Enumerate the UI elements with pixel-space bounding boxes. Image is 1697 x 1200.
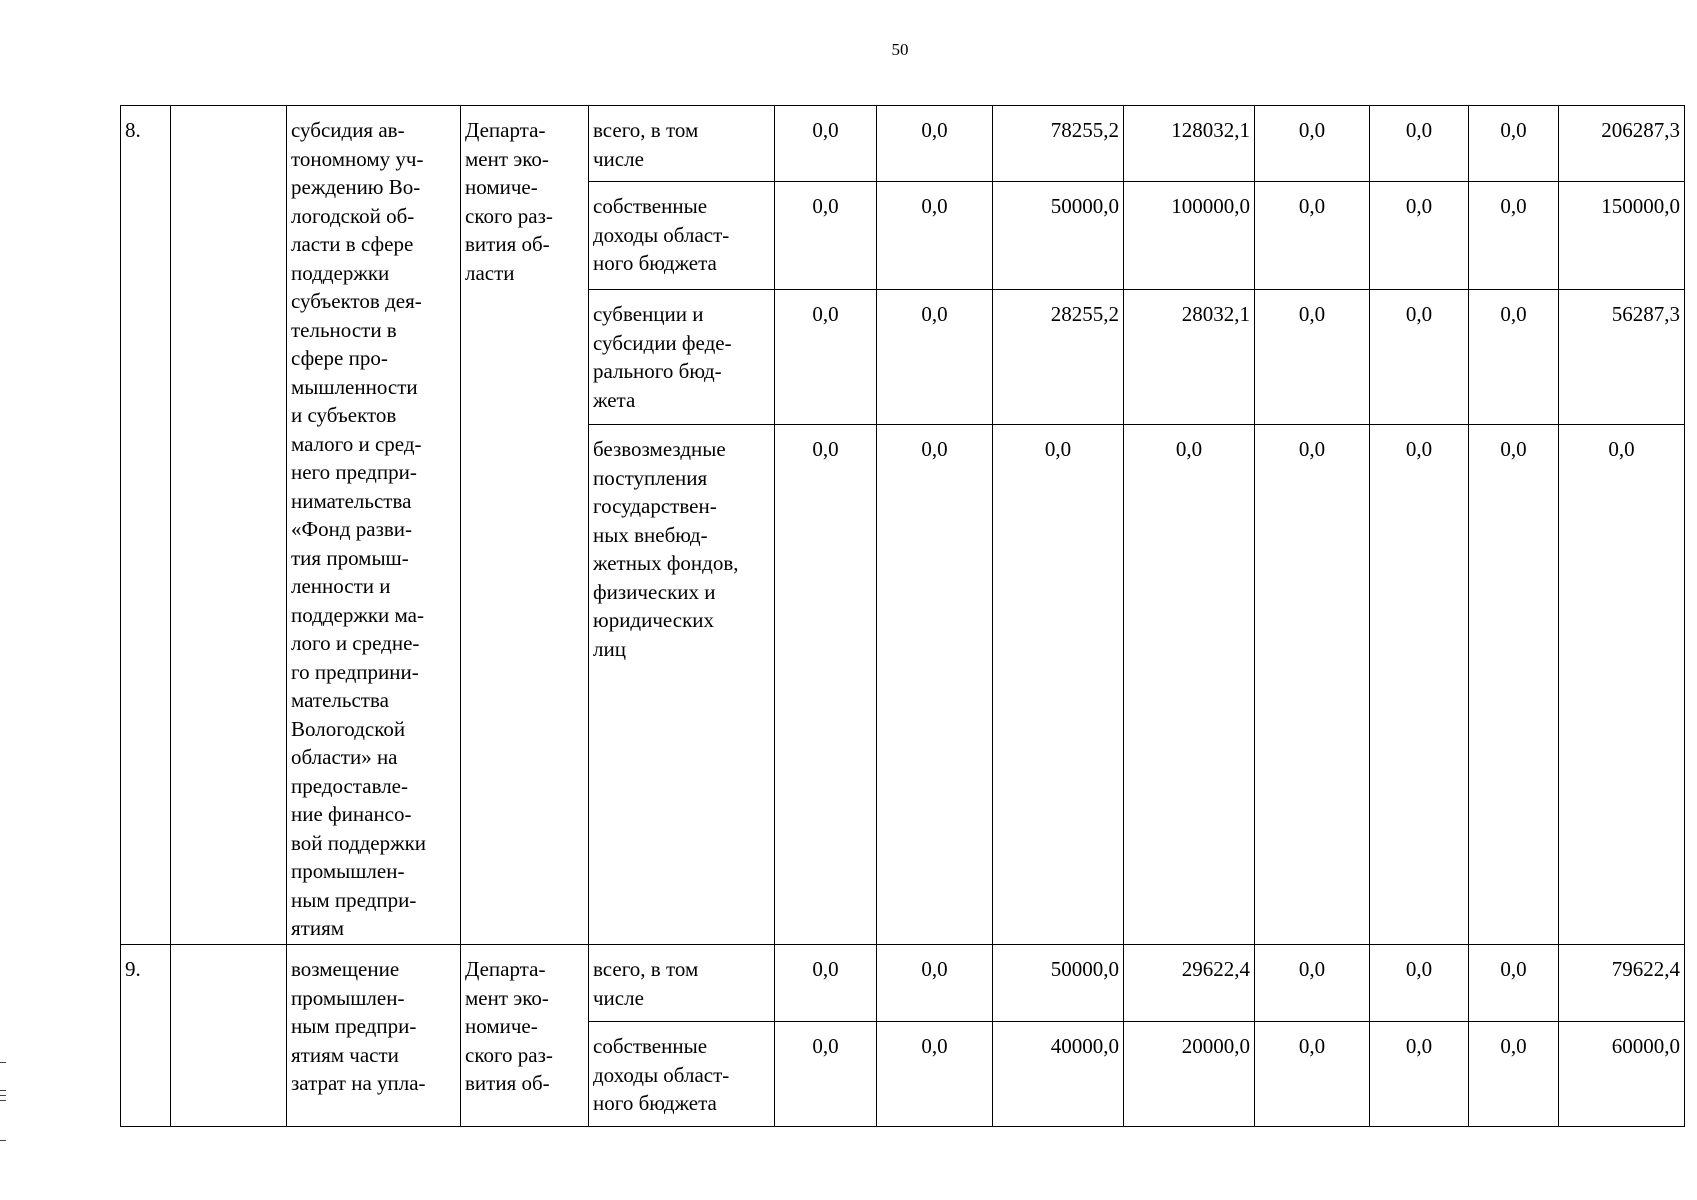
value-cell: 28255,2 [993,290,1124,425]
value-cell: 0,0 [1469,425,1559,945]
measure-description: возмещение промышлен- ным предпри- ятиям части затрат на упла- [287,945,461,1127]
measure-description: субсидия ав- тономному уч- реждению Во- логодской об- ласти в сфере поддержки субъектов дея- тельности в сфере про- мышленности и субъектов малого и сред- него предпри- нимательства «Фонд разви- тия промыш- ленности и поддержки ма- лого и средне- го предприни- мательства Вологодской области» на предоставле- ние финансо- вой поддержки промышлен- ным предпри- ятиям [287,106,461,945]
funding-source: субвенции и субсидии феде- рального бюд- жета [589,290,775,425]
executor: Департа- мент эко- номиче- ского раз- вития об- ласти [461,106,589,945]
value-cell: 0,0 [1255,945,1370,1022]
value-cell: 0,0 [993,425,1124,945]
value-cell: 0,0 [1255,290,1370,425]
row-number: 8. [121,106,171,945]
row-number: 9. [121,945,171,1127]
funding-source: собственные доходы област- ного бюджета [589,182,775,290]
value-cell: 0,0 [1469,106,1559,182]
value-cell: 128032,1 [1124,106,1255,182]
value-cell: 0,0 [1370,425,1469,945]
value-cell: 0,0 [1124,425,1255,945]
value-cell: 0,0 [1469,290,1559,425]
value-cell: 100000,0 [1124,182,1255,290]
funding-source: всего, в том числе [589,106,775,182]
total-cell: 56287,3 [1559,290,1685,425]
value-cell: 78255,2 [993,106,1124,182]
funding-source: всего, в том числе [589,945,775,1022]
funding-source: безвозмездные поступления государствен- ных внебюд- жетных фондов, физических и юридических лиц [589,425,775,945]
value-cell: 0,0 [1255,182,1370,290]
value-cell: 0,0 [1469,1022,1559,1127]
value-cell: 0,0 [877,1022,993,1127]
page-number: 50 [891,40,909,59]
value-cell: 0,0 [1255,1022,1370,1127]
value-cell: 0,0 [775,106,877,182]
value-cell: 20000,0 [1124,1022,1255,1127]
value-cell: 0,0 [877,106,993,182]
value-cell: 0,0 [877,290,993,425]
value-cell: 0,0 [877,945,993,1022]
empty-cell [171,106,287,945]
value-cell: 0,0 [1370,290,1469,425]
value-cell: 0,0 [775,945,877,1022]
value-cell: 0,0 [775,1022,877,1127]
value-cell: 0,0 [1469,945,1559,1022]
value-cell: 0,0 [1255,106,1370,182]
value-cell: 0,0 [1255,425,1370,945]
total-cell: 150000,0 [1559,182,1685,290]
executor: Департа- мент эко- номиче- ского раз- вития об- [461,945,589,1127]
budget-table [120,105,1685,1127]
value-cell: 0,0 [1469,182,1559,290]
value-cell: 0,0 [775,290,877,425]
table-row [121,106,1685,182]
total-cell: 79622,4 [1559,945,1685,1022]
value-cell: 40000,0 [993,1022,1124,1127]
value-cell: 29622,4 [1124,945,1255,1022]
value-cell: 50000,0 [993,945,1124,1022]
value-cell: 0,0 [877,182,993,290]
total-cell: 206287,3 [1559,106,1685,182]
value-cell: 0,0 [1370,106,1469,182]
value-cell: 0,0 [775,425,877,945]
total-cell: 0,0 [1559,425,1685,945]
value-cell: 0,0 [1370,1022,1469,1127]
value-cell: 0,0 [1370,182,1469,290]
value-cell: 0,0 [775,182,877,290]
value-cell: 50000,0 [993,182,1124,290]
total-cell: 60000,0 [1559,1022,1685,1127]
funding-source: собственные доходы област- ного бюджета [589,1022,775,1127]
value-cell: 0,0 [1370,945,1469,1022]
value-cell: 28032,1 [1124,290,1255,425]
margin-marks [0,1040,6,1190]
table-row [121,945,1685,1022]
empty-cell [171,945,287,1127]
value-cell: 0,0 [877,425,993,945]
